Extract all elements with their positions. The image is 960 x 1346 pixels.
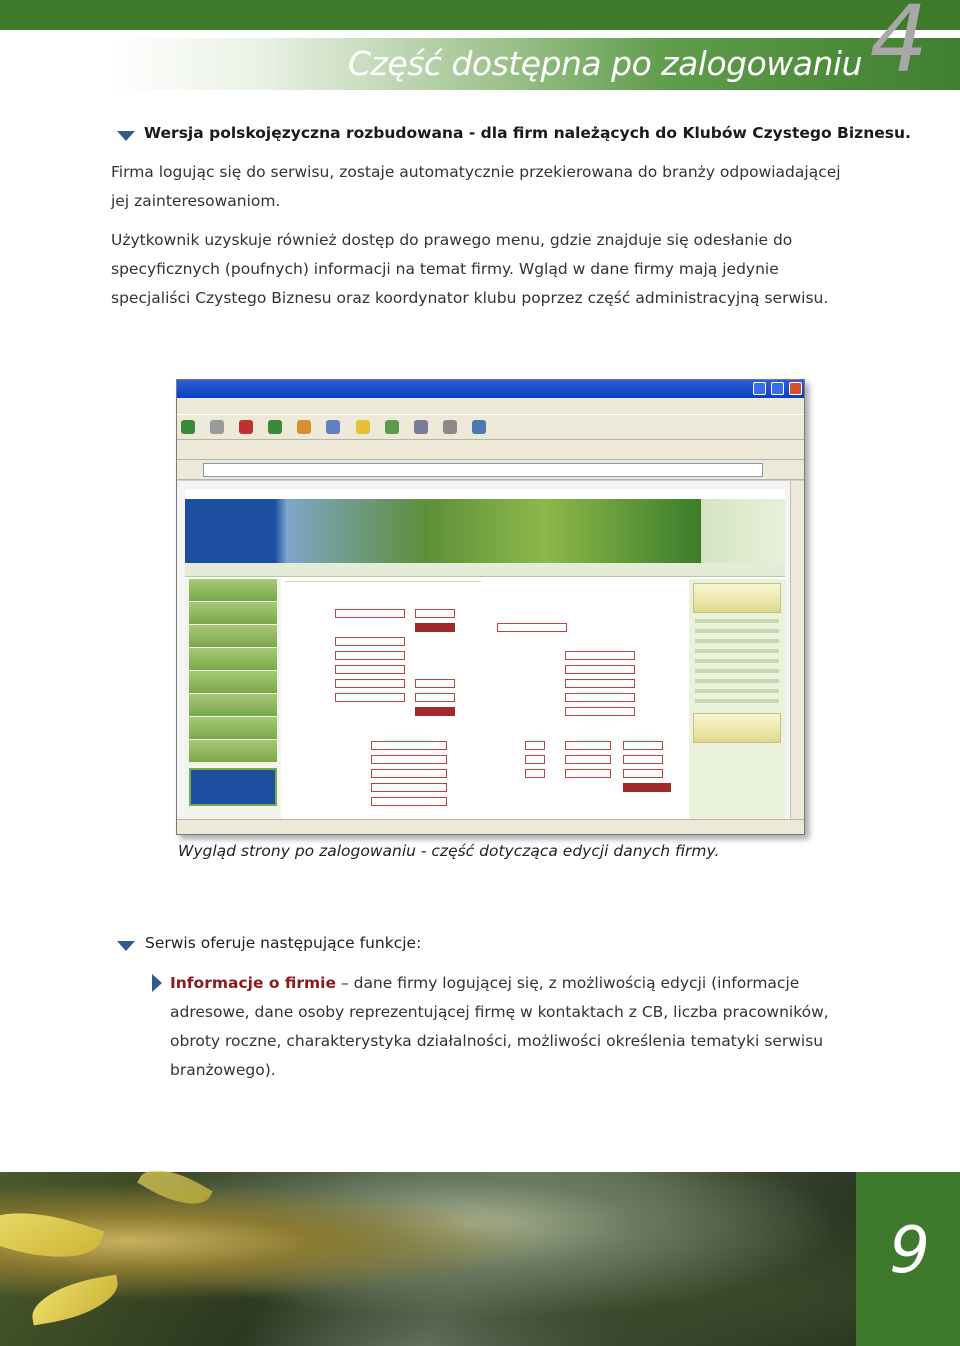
form-field xyxy=(565,651,635,660)
form-field xyxy=(335,637,405,646)
favorites-icon xyxy=(356,420,370,434)
form-field xyxy=(565,769,611,778)
edit-icon xyxy=(472,420,486,434)
form-button xyxy=(623,783,671,792)
browser-scrollbar xyxy=(790,481,804,821)
page-title: Część dostępna po zalogowaniu xyxy=(347,44,862,83)
form-field xyxy=(623,741,663,750)
decorative-leaf-photo xyxy=(0,1172,856,1346)
browser-toolbar xyxy=(177,414,804,440)
form-field xyxy=(565,693,635,702)
project-logo-icon xyxy=(189,768,277,806)
figure-caption: Wygląd strony po zalogowaniu - część dotycząca edycji danych firmy. xyxy=(178,842,720,860)
refresh-icon xyxy=(268,420,282,434)
form-field xyxy=(335,693,405,702)
triangle-bullet-icon xyxy=(117,131,135,141)
website-left-menu xyxy=(185,579,281,819)
form-field xyxy=(525,741,545,750)
close-icon xyxy=(789,382,802,395)
paragraph-right-menu: Użytkownik uzyskuje również dostęp do prawego menu, gdzie znajduje się odesłanie do specyficznych (poufnych) informacji na temat firmy. Wgląd w dane firmy mają jedynie specjaliści Czystego Biznesu oraz koordynator klubu poprzez część administracyjną serwisu. xyxy=(111,231,829,307)
form-field xyxy=(565,755,611,764)
form-field xyxy=(565,741,611,750)
home-icon xyxy=(297,420,311,434)
page-number: 9 xyxy=(889,1214,930,1288)
menu-item xyxy=(189,671,277,693)
form-field xyxy=(371,769,447,778)
form-field xyxy=(565,665,635,674)
form-field xyxy=(525,755,545,764)
form-field xyxy=(335,609,405,618)
leaf-icon xyxy=(28,1274,123,1325)
form-field xyxy=(335,665,405,674)
triangle-right-bullet-icon xyxy=(152,974,162,992)
section-heading-functions: Serwis oferuje następujące funkcje: xyxy=(145,934,422,952)
form-field xyxy=(623,769,663,778)
menu-item xyxy=(189,579,277,601)
browser-links-bar xyxy=(177,440,804,460)
form-button xyxy=(415,707,455,716)
form-field xyxy=(415,693,455,702)
section-heading-polish-version: Wersja polskojęzyczna rozbudowana - dla firm należących do Klubów Czystego Biznesu. xyxy=(144,124,911,142)
browser-menubar xyxy=(177,398,804,414)
form-field xyxy=(335,651,405,660)
form-field xyxy=(565,707,635,716)
history-icon xyxy=(385,420,399,434)
right-menu-box xyxy=(693,583,781,613)
screenshot-figure xyxy=(176,379,805,835)
form-field xyxy=(371,755,447,764)
menu-item xyxy=(189,648,277,670)
website-navbar xyxy=(185,563,785,577)
form-field xyxy=(371,797,447,806)
list-item-company-info xyxy=(170,969,860,1085)
top-color-bar xyxy=(0,0,960,30)
menu-item xyxy=(189,694,277,716)
stop-icon xyxy=(239,420,253,434)
leaf-icon xyxy=(0,1195,104,1276)
form-field xyxy=(415,609,455,618)
website-page xyxy=(185,489,785,821)
website-right-menu xyxy=(689,579,785,819)
form-field xyxy=(415,679,455,688)
form-field xyxy=(565,679,635,688)
browser-titlebar xyxy=(177,380,804,398)
address-field xyxy=(203,463,763,477)
maximize-icon xyxy=(771,382,784,395)
form-field xyxy=(371,783,447,792)
browser-statusbar xyxy=(177,819,805,834)
menu-item xyxy=(189,602,277,624)
forward-icon xyxy=(210,420,224,434)
life-logo-icon xyxy=(199,513,249,553)
leaf-icon xyxy=(137,1157,213,1218)
menu-item xyxy=(189,740,277,762)
list-item-title: Informacje o firmie xyxy=(170,974,337,992)
search-icon xyxy=(326,420,340,434)
form-field xyxy=(371,741,447,750)
mail-icon xyxy=(414,420,428,434)
right-menu-box xyxy=(693,713,781,743)
list-item-text: – dane firmy logującej się, z możliwością edycji (informacje adresowe, dane osoby reprezentującej firmę w kontaktach z CB, liczba pracowników, obroty roczne, charakterystyka działalności, możliwości określenia tematyki serwisu branżowego). xyxy=(170,974,829,1079)
form-button xyxy=(415,623,455,632)
form-field xyxy=(335,679,405,688)
paragraph-redirect: Firma logując się do serwisu, zostaje automatycznie przekierowana do branży odpowiadającej jej zainteresowaniom. xyxy=(111,163,841,210)
form-field xyxy=(525,769,545,778)
form-field xyxy=(497,623,567,632)
minimize-icon xyxy=(753,382,766,395)
website-banner xyxy=(185,499,785,563)
form-field xyxy=(623,755,663,764)
back-icon xyxy=(181,420,195,434)
chapter-number: 4 xyxy=(869,0,928,93)
website-form-area xyxy=(285,579,685,819)
browser-viewport xyxy=(177,481,792,821)
triangle-bullet-icon xyxy=(117,941,135,951)
browser-address-bar xyxy=(177,460,804,480)
print-icon xyxy=(443,420,457,434)
menu-item xyxy=(189,625,277,647)
menu-item xyxy=(189,717,277,739)
